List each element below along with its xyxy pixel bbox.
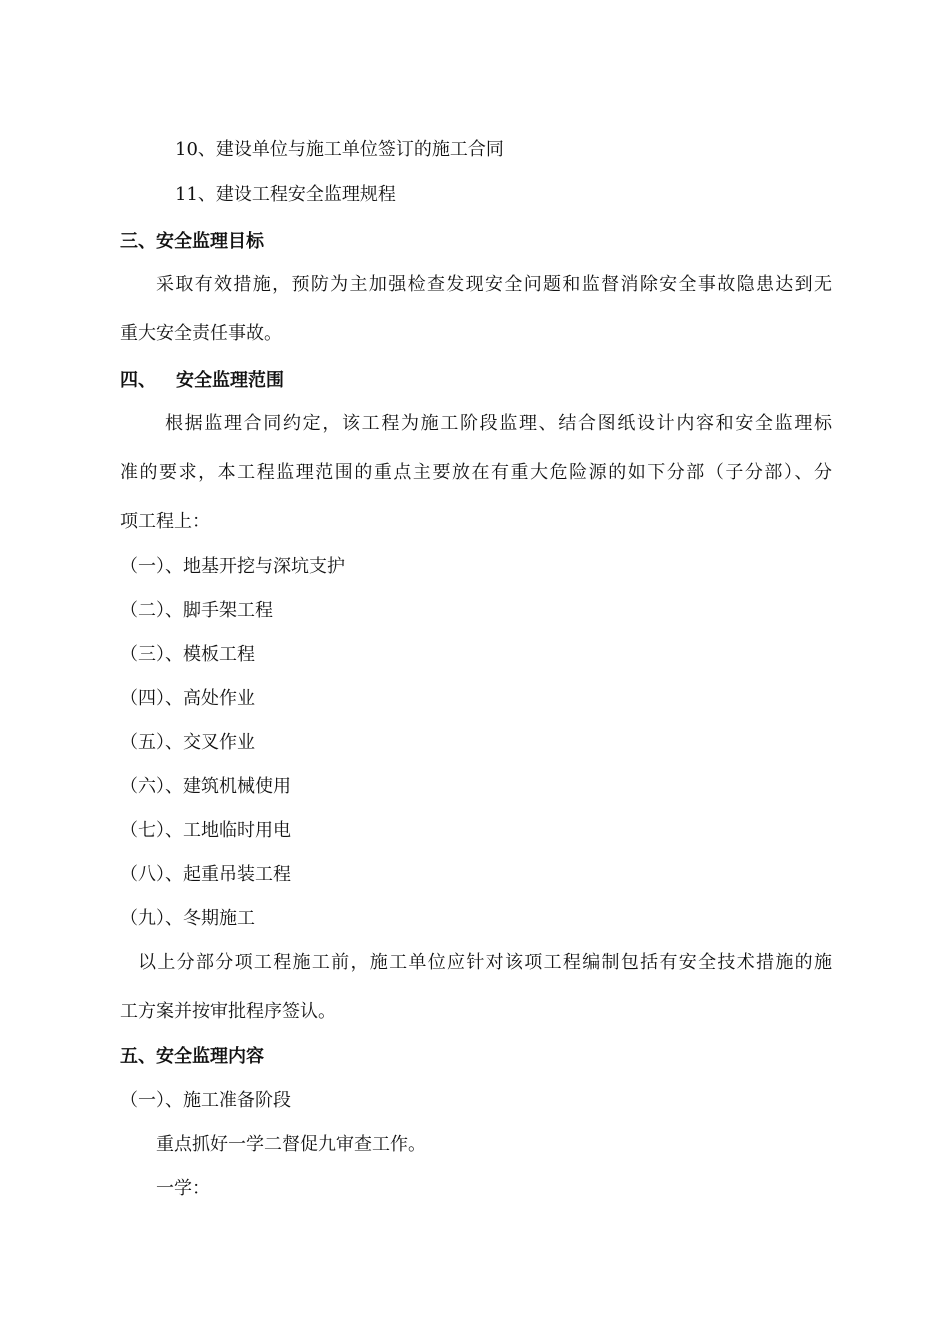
scope-list-item: （三）、模板工程 [120, 644, 255, 665]
scope-list-item: （六）、建筑机械使用 [120, 776, 291, 797]
section-5-paragraph: 一学： [156, 1178, 210, 1199]
section-4-paragraph-line-1: 根据监理合同约定，该工程为施工阶段监理、结合图纸设计内容和安全监理标 [165, 413, 832, 434]
reference-item-10: 10、建设单位与施工单位签订的施工合同 [175, 139, 504, 160]
section-4-note-line-2: 工方案并按审批程序签认。 [120, 1001, 336, 1022]
section-4-paragraph-line-2: 准的要求，本工程监理范围的重点主要放在有重大危险源的如下分部（子分部）、分 [120, 462, 832, 483]
scope-list-item: （七）、工地临时用电 [120, 820, 291, 841]
scope-list-item: （二）、脚手架工程 [120, 600, 273, 621]
scope-list-item: （八）、起重吊装工程 [120, 864, 291, 885]
section-4-paragraph-line-3: 项工程上： [120, 511, 210, 532]
section-4-heading-number: 四、 [120, 370, 156, 391]
section-5-subheading: （一）、施工准备阶段 [120, 1090, 291, 1111]
reference-item-11: 11、建设工程安全监理规程 [175, 184, 396, 205]
section-3-heading: 三、安全监理目标 [120, 231, 264, 252]
section-3-paragraph-line-1: 采取有效措施，预防为主加强检查发现安全问题和监督消除安全事故隐患达到无 [156, 274, 832, 295]
scope-list-item: （五）、交叉作业 [120, 732, 255, 753]
scope-list-item: （一）、地基开挖与深坑支护 [120, 556, 345, 577]
section-3-paragraph-line-2: 重大安全责任事故。 [120, 323, 282, 344]
section-5-paragraph: 重点抓好一学二督促九审查工作。 [156, 1134, 426, 1155]
section-5-heading: 五、安全监理内容 [120, 1046, 264, 1067]
section-4-note-line-1: 以上分部分项工程施工前，施工单位应针对该项工程编制包括有安全技术措施的施 [138, 952, 832, 973]
section-4-heading: 安全监理范围 [176, 370, 284, 391]
scope-list-item: （九）、冬期施工 [120, 908, 255, 929]
scope-list-item: （四）、高处作业 [120, 688, 255, 709]
